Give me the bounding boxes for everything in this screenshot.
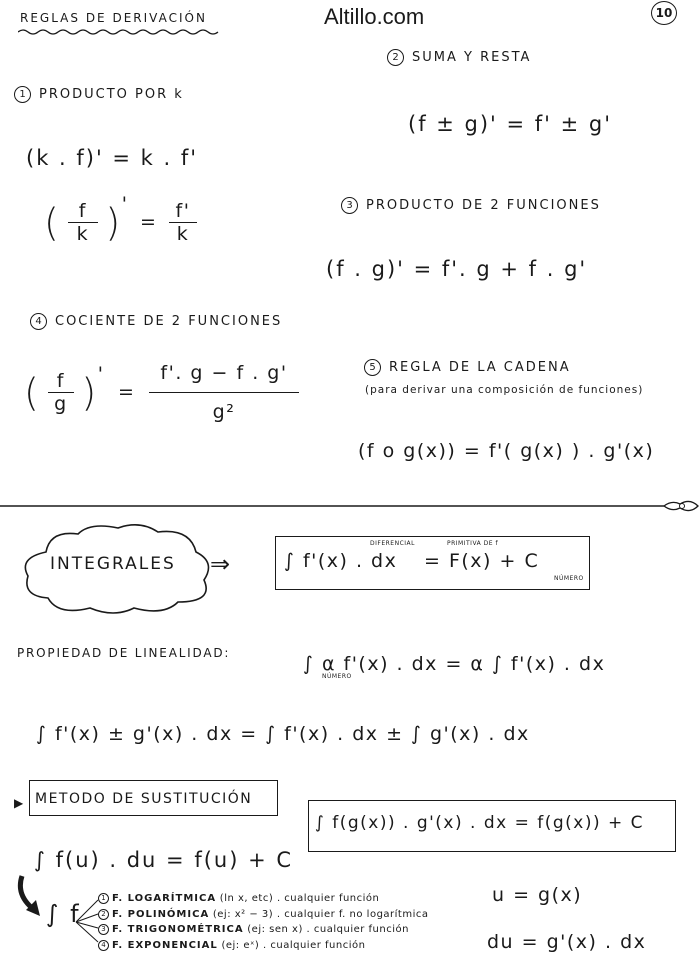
rule3-heading	[341, 197, 601, 214]
integral-def-right: = F(x) + C	[424, 550, 540, 572]
rule4-number: 4	[30, 313, 47, 330]
rule2-title: SUMA Y RESTA	[412, 50, 532, 65]
list-integral-symbol: ∫ f	[46, 900, 81, 928]
rule5-equation: (f o g(x)) = f'( g(x) ) . g'(x)	[358, 440, 655, 462]
rule1-equation: (k . f)' = k . f'	[26, 146, 199, 170]
note-diferencial: DIFERENCIAL	[370, 540, 415, 547]
integral-def-left: ∫ f'(x) . dx	[284, 550, 398, 572]
list-branch-lines	[74, 896, 100, 948]
rule1-fraction-equation: ( $\frac{f}{k}$ )' = $\frac{f'}{k}$	[44, 193, 197, 245]
page-number: 10	[651, 1, 677, 25]
r4-left-den: g	[48, 392, 74, 415]
u-definition: u = g(x)	[492, 884, 583, 906]
linealidad-note: NÚMERO	[322, 673, 352, 680]
note-numero: NÚMERO	[554, 575, 584, 582]
rule1-heading	[14, 86, 184, 103]
du-definition: du = g'(x) . dx	[487, 931, 647, 953]
r1-left-num: f	[78, 200, 87, 222]
rule2-heading	[387, 49, 531, 66]
linealidad-label: PROPIEDAD DE LINEALIDAD:	[17, 646, 231, 660]
rule2-number: 2	[387, 49, 404, 66]
r1-right-num: f'	[175, 200, 191, 222]
rule5-title: REGLA DE LA CADENA	[389, 360, 571, 375]
r4-right-num: f'. g − f . g'	[160, 362, 288, 384]
rule1-title: PRODUCTO POR k	[39, 87, 184, 102]
implies-arrow: ⇒	[210, 550, 231, 578]
rule3-title: PRODUCTO DE 2 FUNCIONES	[366, 198, 601, 213]
sustitucion-equation: ∫ f(g(x)) . g'(x) . dx = f(g(x)) + C	[315, 813, 645, 833]
suma-integrales-equation: ∫ f'(x) ± g'(x) . dx = ∫ f'(x) . dx ± ∫ g'(x) . dx	[36, 723, 530, 745]
rule3-equation: (f . g)' = f'. g + f . g'	[326, 257, 588, 281]
rule5-heading	[364, 359, 571, 376]
list-item-1: 1 F. LOGARÍTMICA (ln x, etc) . cualquier función	[98, 893, 379, 904]
linealidad-equation: ∫ α f'(x) . dx = α ∫ f'(x) . dx	[303, 653, 606, 675]
rule3-number: 3	[341, 197, 358, 214]
rule2-equation: (f ± g)' = f' ± g'	[408, 112, 612, 136]
list-item-4: 4 F. EXPONENCIAL (ej: eˣ) . cualquier función	[98, 940, 365, 951]
rule5-number: 5	[364, 359, 381, 376]
bullet-triangle: ▶	[14, 796, 24, 810]
section-divider	[0, 498, 700, 514]
note-primitiva: PRIMITIVA DE f	[447, 540, 499, 547]
r4-left-num: f	[56, 370, 65, 392]
rule4-heading	[30, 313, 282, 330]
r1-left-den: k	[68, 222, 98, 245]
list-item-2: 2 F. POLINÓMICA (ej: x² − 3) . cualquier f. no logarítmica	[98, 909, 429, 920]
sustitucion-label: METODO DE SUSTITUCIÓN	[35, 791, 253, 807]
rule1-number: 1	[14, 86, 31, 103]
r4-right-den: g²	[149, 392, 299, 423]
r1-right-den: k	[169, 222, 197, 245]
rule4-title: COCIENTE DE 2 FUNCIONES	[55, 314, 283, 329]
title-underline-wave	[18, 28, 223, 36]
u-integral-equation: ∫ f(u) . du = f(u) + C	[34, 848, 294, 872]
rule5-subtitle: (para derivar una composición de funciones)	[365, 384, 644, 396]
site-watermark: Altillo.com	[324, 4, 425, 29]
rule4-equation: ( $\frac{f}{g}$ )' = $\frac{f'. g - f . g'}{\text{g²}}$	[24, 362, 299, 423]
cloud-label: INTEGRALES	[50, 554, 176, 574]
page-title: REGLAS DE DERIVACIÓN	[20, 11, 207, 25]
list-item-3: 3 F. TRIGONOMÉTRICA (ej: sen x) . cualquier función	[98, 924, 409, 935]
